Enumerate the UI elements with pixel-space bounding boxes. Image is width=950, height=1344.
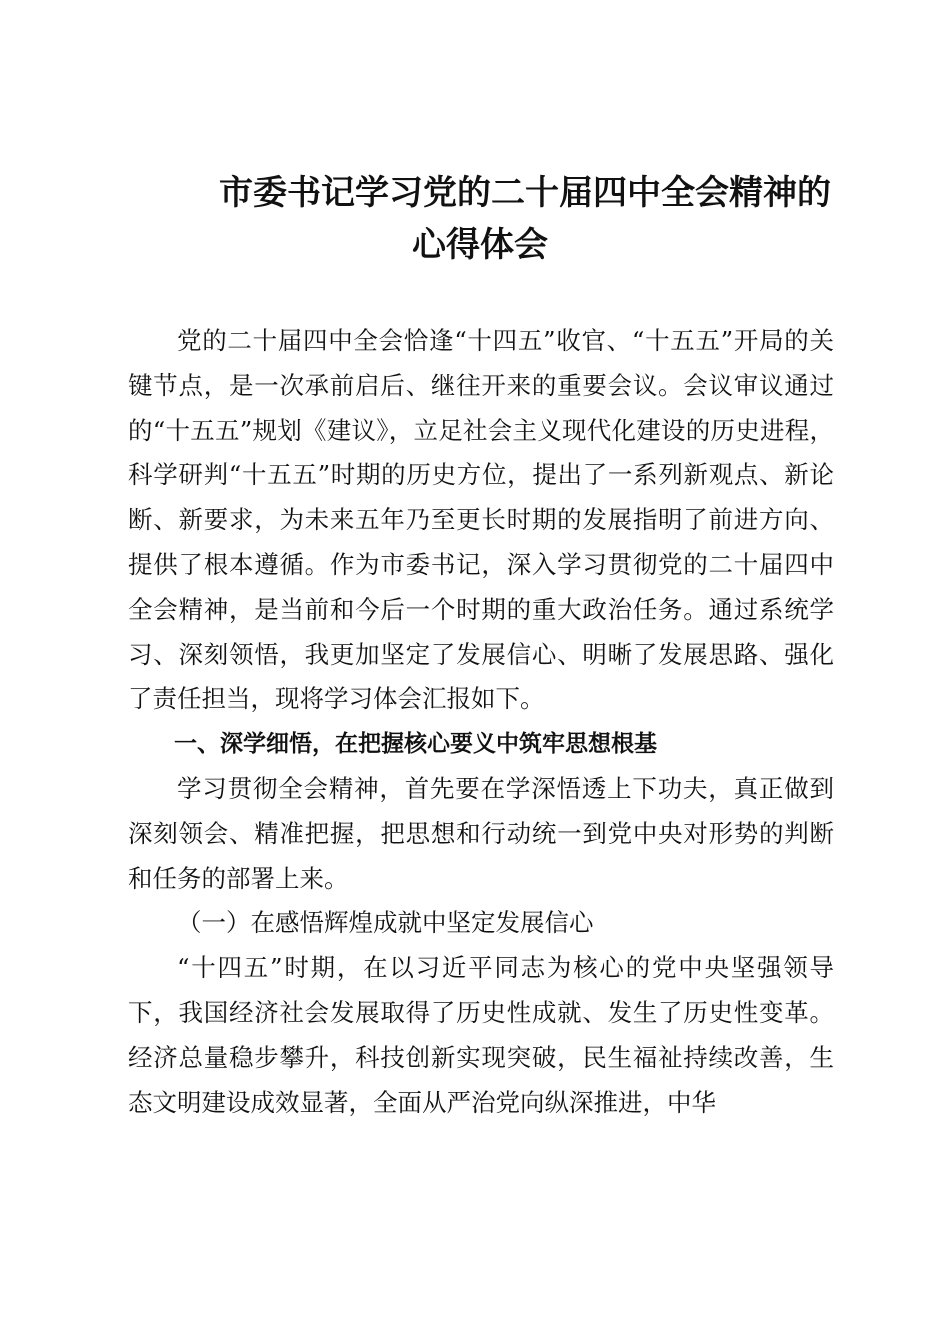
document-title-line-1: 市委书记学习党的二十届四中全会精神的	[219, 173, 831, 213]
document-body	[128, 319, 834, 1125]
document-title-line-2: 心得体会	[412, 225, 548, 265]
section-1-paragraph: 学习贯彻全会精神，首先要在学深悟透上下功夫，真正做到深刻领会、精准把握，把思想和行动统一到党中央对形势的判断和任务的部署上来。	[128, 773, 834, 893]
intro-paragraph: 党的二十届四中全会恰逢“十四五”收官、“十五五”开局的关键节点，是一次承前启后、继往开来的重要会议。会议审议通过的“十五五”规划《建议》，立足社会主义现代化建设的历史进程，科学研判“十五五”时期的历史方位，提出了一系列新观点、新论断、新要求，为未来五年乃至更长时期的发展指明了前进方向、提供了根本遵循。作为市委书记，深入学习贯彻党的二十届四中全会精神，是当前和今后一个时期的重大政治任务。通过系统学习、深刻领悟，我更加坚定了发展信心、明晰了发展思路、强化了责任担当，现将学习体会汇报如下。	[128, 326, 834, 714]
subsection-1-paragraph: “十四五”时期，在以习近平同志为核心的党中央坚强领导下，我国经济社会发展取得了历史性成就、发生了历史性变革。经济总量稳步攀升，科技创新实现突破，民生福祉持续改善，生态文明建设成效显著，全面从严治党向纵深推进，中华	[128, 953, 834, 1117]
subsection-heading-1: （一）在感悟辉煌成就中坚定发展信心	[177, 908, 594, 938]
section-heading-1: 一、深学细悟，在把握核心要义中筑牢思想根基	[174, 731, 657, 758]
